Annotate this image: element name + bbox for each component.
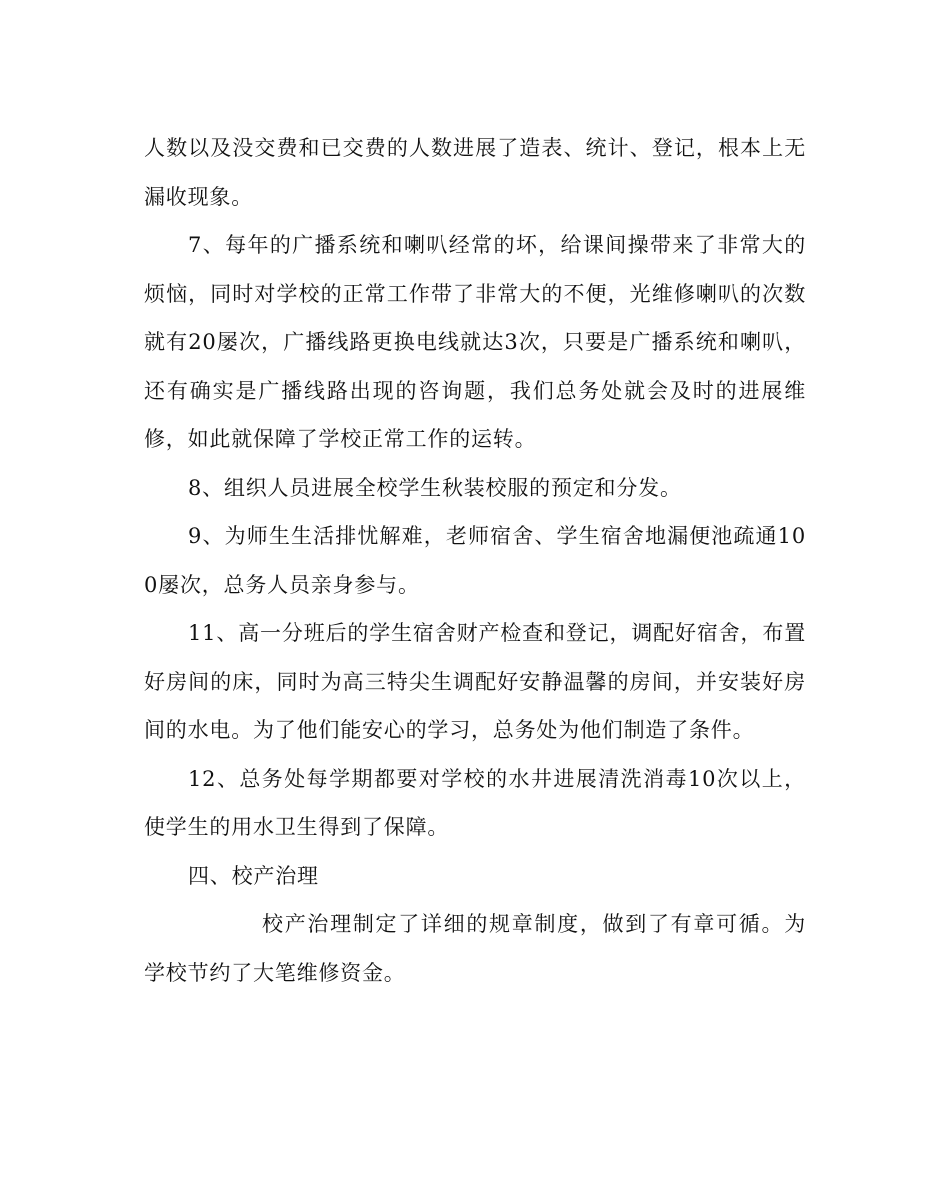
paragraph-item-8: 8、组织人员进展全校学生秋装校服的预定和分发。 xyxy=(188,475,682,500)
paragraph-continuation: 人数以及没交费和已交费的人数进展了造表、统计、登记，根本上无漏收现象。 xyxy=(144,136,806,209)
paragraph-item-9: 9、为师生生活排忧解难，老师宿舍、学生宿舍地漏便池疏通100屡次，总务人员亲身参与。 xyxy=(144,524,806,597)
paragraph-item-7: 7、每年的广播系统和喇叭经常的坏，给课间操带来了非常大的烦恼，同时对学校的正常工作带了非常大的不便，光维修喇叭的次数就有20屡次，广播线路更换电线就达3次，只要是广播系统和喇叭，还有确实是广播线路出现的咨询题，我们总务处就会及时的进展维修，如此就保障了学校正常工作的运转。 xyxy=(144,233,806,451)
document-body xyxy=(144,124,806,997)
paragraph-asset-management: 校产治理制定了详细的规章制度，做到了有章可循。为学校节约了大笔维修资金。 xyxy=(144,912,806,985)
section-heading: 四、校产治理 xyxy=(188,863,319,888)
paragraph-item-12: 12、总务处每学期都要对学校的水井进展清洗消毒10次以上，使学生的用水卫生得到了保障。 xyxy=(144,766,806,839)
paragraph-item-11: 11、高一分班后的学生宿舍财产检查和登记，调配好宿舍，布置好房间的床，同时为高三特尖生调配好安静温馨的房间，并安装好房间的水电。为了他们能安心的学习，总务处为他们制造了条件。 xyxy=(144,621,806,742)
